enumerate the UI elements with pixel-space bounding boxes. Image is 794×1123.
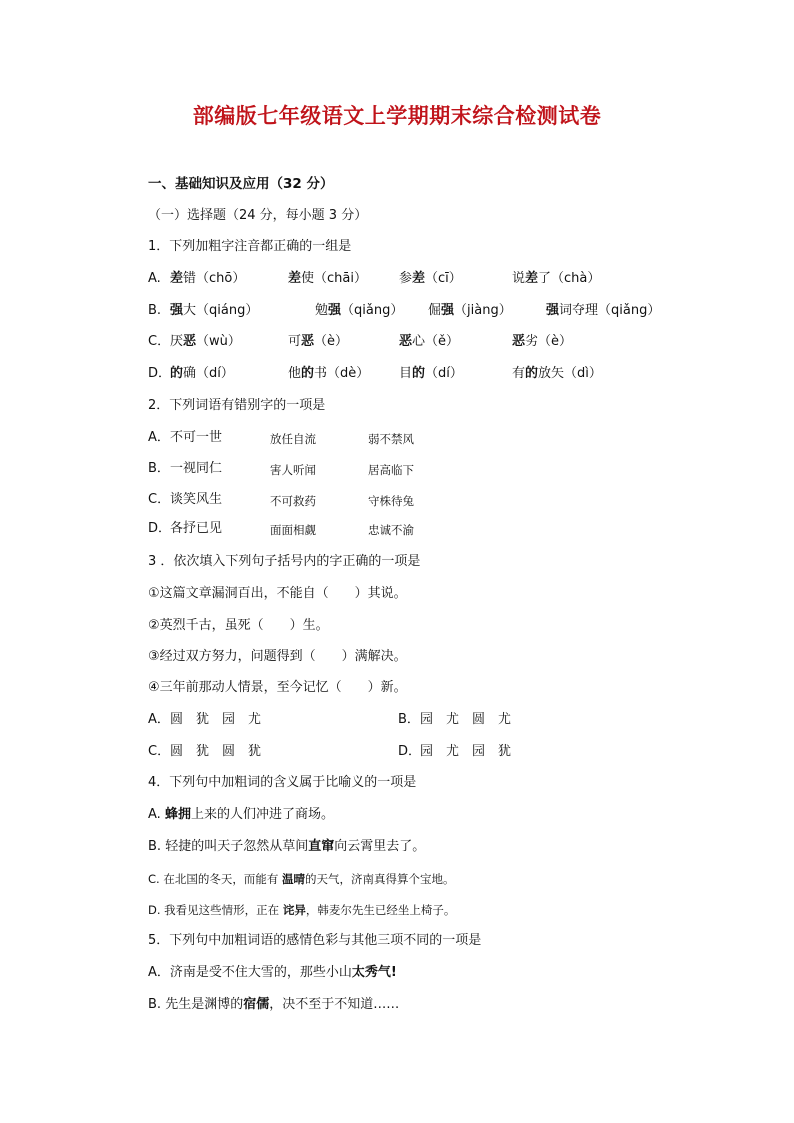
q1-c-item-2: [288, 333, 348, 351]
plain-char: 说: [512, 271, 526, 286]
q1-a-item-2: [288, 270, 367, 288]
reading: 确（dí）: [183, 366, 234, 381]
reading: 词夺理（qiǎng）: [559, 303, 661, 318]
reading: （è）: [314, 334, 349, 349]
option-text-pre: 我看见这些情形，正在: [164, 903, 280, 917]
subsection-heading: （一）选择题（24 分，每小题 3 分）: [148, 208, 368, 223]
bold-char: 强: [546, 303, 560, 318]
question-4-stem: 4．下列句中加粗词的含义属于比喻义的一项是: [148, 775, 417, 790]
question-1-stem: 1．下列加粗字注音都正确的一组是: [148, 239, 352, 254]
option-label: B.: [148, 997, 162, 1012]
option-text-pre: 在北国的冬天，而能有: [163, 872, 279, 886]
q3-option-a-text: 圆 犹 园 尤: [170, 712, 262, 727]
q2-c-word-1: 谈笑风生: [170, 492, 223, 507]
q1-a-item-4: [512, 270, 600, 288]
bold-char: 差: [525, 271, 539, 286]
q1-d-item-1: [170, 365, 234, 383]
bold-char: 的: [301, 366, 315, 381]
q4-option-a: [148, 806, 334, 824]
q3-option-b-text: 园 尤 圆 尤: [420, 712, 512, 727]
reading: （jiàng）: [454, 303, 512, 318]
q3-sentence-4: ④三年前那动人情景，至今记忆（ ）新。: [148, 680, 407, 695]
q5-option-b: [148, 996, 399, 1014]
option-label: A．: [148, 965, 170, 980]
q1-d-item-4: [512, 365, 602, 383]
q3-option-c-label: C．: [148, 744, 171, 759]
q3-option-a-label: A．: [148, 712, 170, 727]
q2-c-word-3: 守株待兔: [368, 494, 414, 508]
option-text-post: ，决不至于不知道……: [269, 997, 400, 1012]
q2-a-word-2: 放任自流: [270, 432, 316, 446]
bold-char: 差: [170, 271, 184, 286]
reading: 放矢（dì）: [538, 366, 602, 381]
bold-char: 差: [288, 271, 302, 286]
bold-word: 温晴: [282, 872, 305, 886]
reading: 错（chō）: [183, 271, 246, 286]
option-label: C.: [148, 872, 160, 886]
question-3-stem: 3 ．依次填入下列句子括号内的字正确的一项是: [148, 554, 421, 569]
bold-char: 恶: [183, 334, 197, 349]
reading: 了（chà）: [538, 271, 601, 286]
reading: 使（chāi）: [301, 271, 367, 286]
option-text-pre: 济南是受不住大雪的，那些小山: [169, 965, 352, 980]
bold-word: 宿儒: [243, 997, 270, 1012]
q1-a-item-1: [170, 270, 245, 288]
q2-d-word-1: 各抒已见: [170, 521, 223, 536]
bold-char: 强: [170, 303, 184, 318]
q3-option-d-label: D．: [398, 744, 422, 759]
bold-char: 强: [328, 303, 342, 318]
reading: （qiǎng）: [341, 303, 404, 318]
q2-c-word-2: 不可救药: [270, 494, 316, 508]
q1-option-d-label: D．: [148, 366, 172, 381]
bold-word: 蜂拥: [164, 807, 191, 822]
q1-option-c-label: C．: [148, 334, 171, 349]
q1-d-item-3: [399, 365, 463, 383]
q1-b-item-4: [546, 302, 660, 320]
q1-b-item-3: [428, 302, 512, 320]
bold-char: 差: [412, 271, 426, 286]
q2-a-word-1: 不可一世: [170, 430, 223, 445]
question-5-stem: 5．下列句中加粗词语的感情色彩与其他三项不同的一项是: [148, 933, 482, 948]
q3-option-d-text: 园 尤 园 犹: [420, 744, 512, 759]
reading: 劣（è）: [525, 334, 573, 349]
document-title: 部编版七年级语文上学期期末综合检测试卷: [192, 104, 602, 128]
bold-char: 恶: [512, 334, 526, 349]
plain-char: 勉: [315, 303, 329, 318]
q1-b-item-1: [170, 302, 258, 320]
q1-c-item-4: [512, 333, 572, 351]
q1-c-item-3: [399, 333, 459, 351]
q2-option-a-label: A．: [148, 430, 170, 445]
q2-option-b-label: B．: [148, 461, 170, 476]
plain-char: 有: [512, 366, 526, 381]
bold-char: 强: [441, 303, 455, 318]
q5-option-a: [148, 964, 397, 982]
reading: （wù）: [196, 334, 241, 349]
q1-d-item-2: [288, 365, 369, 383]
bold-word: 诧异: [282, 903, 306, 917]
q1-option-a-label: A.: [148, 271, 161, 286]
reading: 书（dè）: [314, 366, 370, 381]
plain-char: 厌: [170, 334, 184, 349]
option-text-post: 上来的人们冲进了商场。: [190, 807, 334, 822]
bold-char: 的: [170, 366, 184, 381]
q1-c-item-1: [170, 333, 241, 351]
question-2-stem: 2．下列词语有错别字的一项是: [148, 398, 326, 413]
q2-a-word-3: 弱不禁风: [368, 432, 414, 446]
q1-a-item-3: [399, 270, 462, 288]
plain-char: 他: [288, 366, 302, 381]
q2-b-word-3: 居高临下: [368, 463, 414, 477]
reading: （cī）: [425, 271, 462, 286]
bold-word: 太秀气!: [351, 965, 397, 980]
q2-option-c-label: C．: [148, 492, 171, 507]
q2-b-word-2: 害人听闻: [270, 463, 316, 477]
option-text-pre: 先生是渊博的: [165, 997, 244, 1012]
q2-d-word-3: 忠诚不渝: [368, 523, 414, 537]
plain-char: 可: [288, 334, 302, 349]
q1-option-b-label: B.: [148, 303, 162, 318]
q3-sentence-1: ①这篇文章漏洞百出，不能自（ ）其说。: [148, 586, 407, 601]
q2-d-word-2: 面面相觑: [270, 523, 316, 537]
bold-char: 的: [525, 366, 539, 381]
plain-char: 目: [399, 366, 413, 381]
option-text-post: 向云霄里去了。: [334, 839, 426, 854]
q3-option-c-text: 圆 犹 圆 犹: [170, 744, 262, 759]
q2-b-word-1: 一视同仁: [170, 461, 223, 476]
q3-sentence-3: ③经过双方努力，问题得到（ ）满解决。: [148, 649, 407, 664]
option-text-post: 的天气，济南真得算个宝地。: [305, 872, 455, 886]
bold-char: 恶: [399, 334, 413, 349]
option-label: A.: [148, 807, 161, 822]
q4-option-b: [148, 838, 425, 856]
reading: （dí）: [425, 366, 463, 381]
q4-option-d: [148, 901, 455, 919]
q2-option-d-label: D．: [148, 521, 172, 536]
reading: 心（ě）: [412, 334, 460, 349]
option-label: B.: [148, 839, 162, 854]
q3-sentence-2: ②英烈千古，虽死（ ）生。: [148, 618, 329, 633]
plain-char: 参: [399, 271, 413, 286]
bold-char: 恶: [301, 334, 315, 349]
section-heading: 一、基础知识及应用（32 分）: [148, 176, 334, 192]
plain-char: 倔: [428, 303, 442, 318]
bold-word: 直窜: [308, 839, 335, 854]
q1-b-item-2: [315, 302, 403, 320]
q4-option-c: [148, 870, 455, 888]
option-text-post: ，韩麦尔先生已经坐上椅子。: [305, 903, 456, 917]
option-text-pre: 轻捷的叫天子忽然从草间: [165, 839, 309, 854]
reading: 大（qiáng）: [183, 303, 259, 318]
q3-option-b-label: B．: [398, 712, 420, 727]
option-label: D.: [148, 903, 161, 917]
bold-char: 的: [412, 366, 426, 381]
